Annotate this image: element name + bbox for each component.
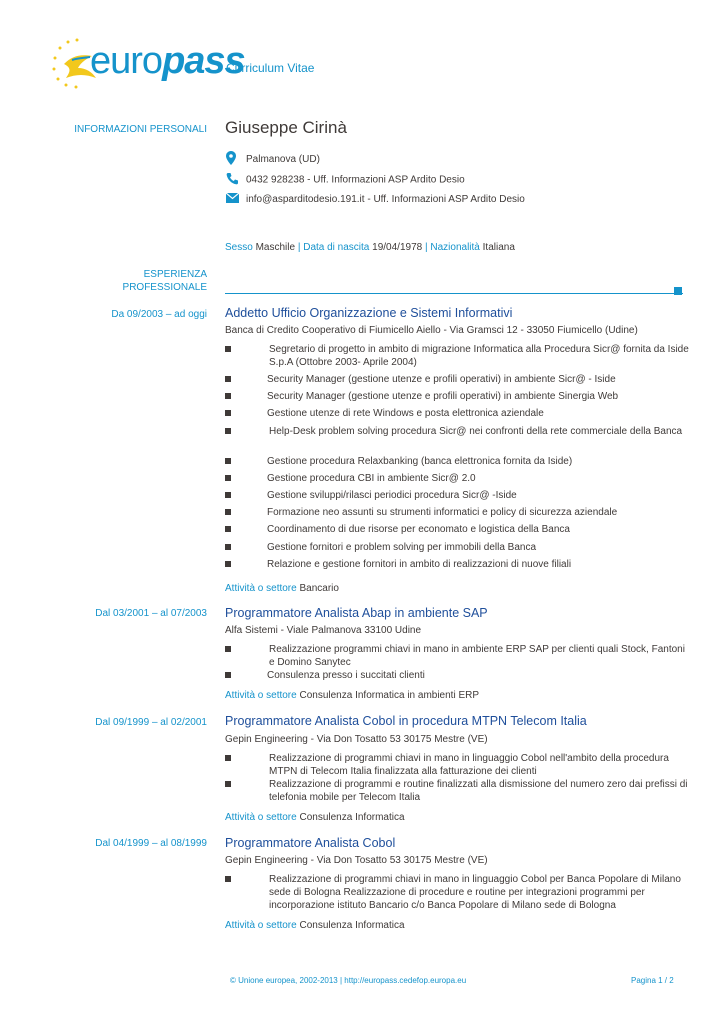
email-text[interactable]: info@asparditodesio.191.it - Uff. Informazioni ASP Ardito Desio: [246, 194, 525, 205]
bullet-square-icon: [225, 346, 231, 352]
sector-label: Attività o settore: [225, 583, 297, 594]
bullet-square-icon: [225, 876, 231, 882]
location-pin-icon: [226, 151, 240, 168]
europass-logo: [50, 38, 245, 90]
sector-label: Attività o settore: [225, 690, 297, 701]
bullet-square-icon: [225, 526, 231, 532]
job-sector: [225, 583, 339, 594]
bullet-square-icon: [225, 393, 231, 399]
bullet-square-icon: [225, 755, 231, 761]
job-title: Programmatore Analista Cobol in procedura MTPN Telecom Italia: [225, 714, 587, 728]
job-sector: [225, 690, 479, 701]
bullet-square-icon: [225, 410, 231, 416]
contact-location: [226, 151, 320, 168]
job-dates: Da 09/2003 – ad oggi: [111, 309, 207, 320]
job-dates: Dal 09/1999 – al 02/2001: [95, 717, 207, 728]
bullet-square-icon: [225, 509, 231, 515]
sector-value: Consulenza Informatica: [299, 812, 405, 823]
bullet-square-icon: [225, 458, 231, 464]
bullet-square-icon: [225, 376, 231, 382]
job-employer: Gepin Engineering - Via Don Tosatto 53 30175 Mestre (VE): [225, 734, 488, 745]
cv-label: Curriculum Vitae: [226, 61, 315, 75]
bullet-square-icon: [225, 561, 231, 567]
nationality-label: Nazionalità: [430, 242, 480, 253]
sector-value: Consulenza Informatica: [299, 920, 405, 931]
job-dates: Dal 03/2001 – al 07/2003: [95, 608, 207, 619]
sector-value: Consulenza Informatica in ambienti ERP: [299, 690, 480, 701]
section-divider: [225, 293, 683, 294]
job-employer: Gepin Engineering - Via Don Tosatto 53 30175 Mestre (VE): [225, 855, 488, 866]
dob-value: 19/04/1978: [372, 242, 423, 253]
bullet-square-icon: [225, 428, 231, 434]
bullet-square-icon: [225, 475, 231, 481]
job-title: Programmatore Analista Cobol: [225, 836, 396, 850]
job-employer: Alfa Sistemi - Viale Palmanova 33100 Udine: [225, 625, 422, 636]
logo-text-euro: euro: [90, 40, 163, 82]
sex-label: Sesso: [225, 242, 253, 253]
contact-phone: [226, 172, 465, 188]
nationality-value: Italiana: [482, 242, 515, 253]
job-sector: [225, 812, 405, 823]
personal-details-line: [225, 242, 515, 253]
footer-copyright[interactable]: © Unione europea, 2002-2013 | http://europass.cedefop.europa.eu: [230, 976, 467, 985]
location-text: Palmanova (UD): [246, 154, 320, 165]
job-employer: Banca di Credito Cooperativo di Fiumicello Aiello - Via Gramsci 12 - 33050 Fiumicello (Udine): [225, 325, 638, 336]
job-sector: [225, 920, 405, 931]
sex-value: Maschile: [255, 242, 296, 253]
job-title: Programmatore Analista Abap in ambiente SAP: [225, 606, 488, 620]
logo-text-pass: pass: [162, 40, 245, 82]
person-name: Giuseppe Cirinà: [225, 118, 347, 137]
personal-section-label: INFORMAZIONI PERSONALI: [74, 124, 207, 135]
bullet-square-icon: [225, 492, 231, 498]
bullet-square-icon: [225, 544, 231, 550]
sector-value: Bancario: [299, 583, 339, 594]
bullet-square-icon: [225, 781, 231, 787]
phone-text: 0432 928238 - Uff. Informazioni ASP Ardito Desio: [246, 174, 465, 186]
sector-label: Attività o settore: [225, 920, 297, 931]
separator: |: [297, 242, 301, 253]
contact-email[interactable]: [226, 193, 525, 206]
experience-section-label-2: PROFESSIONALE: [122, 282, 207, 293]
section-marker-icon: [674, 287, 682, 295]
dob-label: Data di nascita: [303, 242, 370, 253]
separator: |: [425, 242, 428, 253]
bullet-square-icon: [225, 672, 231, 678]
sector-label: Attività o settore: [225, 812, 297, 823]
email-icon: [226, 193, 240, 206]
job-title: Addetto Ufficio Organizzazione e Sistemi Informativi: [225, 306, 513, 320]
job-dates: Dal 04/1999 – al 08/1999: [95, 838, 207, 849]
phone-icon: [226, 172, 240, 188]
page-number: Pagina 1 / 2: [631, 976, 674, 985]
bullet-square-icon: [225, 646, 231, 652]
experience-section-label-1: ESPERIENZA: [143, 269, 207, 280]
